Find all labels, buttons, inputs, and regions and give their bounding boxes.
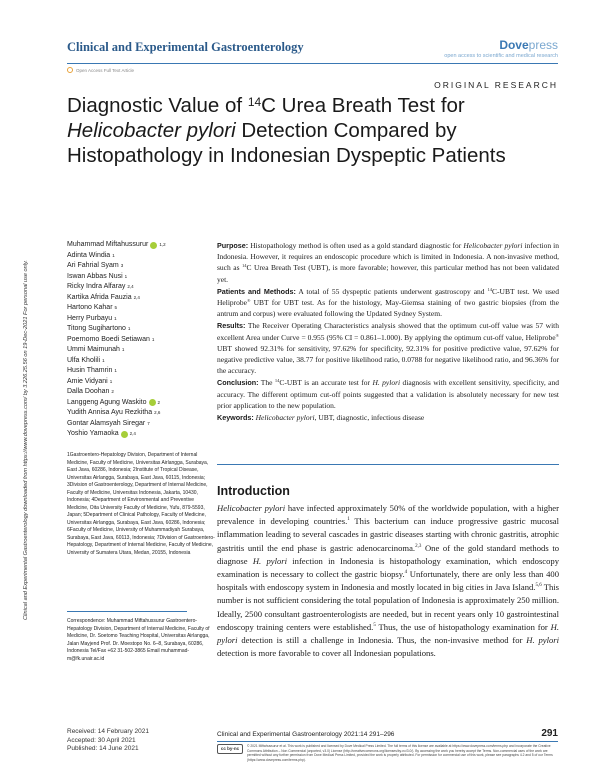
page-number: 291 [541,728,558,739]
author-item[interactable]: Yoshio Yamaoka 2,4 [67,429,207,440]
purpose-label: Purpose: [217,241,249,250]
author-name: Gontar Alamsyah Siregar [67,419,146,427]
title-organism: Helicobacter pylori [67,119,236,142]
author-list [67,240,207,440]
author-name: Muhammad Miftahussurur [67,241,149,248]
author-name: Langgeng Agung Waskito [67,398,147,406]
license-block [217,744,558,762]
author-item[interactable]: Husin Thamrin 1 [67,366,207,377]
author-name: Dalla Doohan [67,388,110,395]
author-item[interactable]: Gontar Alamsyah Siregar 7 [67,419,207,430]
correspondence-divider [67,611,187,612]
download-note [22,130,48,620]
affiliations: 1Gastroentero-Hepatology Division, Department of Internal Medicine, Faculty of Medicine, Universitas Airlangga, Surabaya, East Java, 60286, Indonesia; 2Institute of Tropical Disease, Universitas Airlangga, Surabaya, East Java, 60115, Indonesia; 3Division of Gastroenterology, Department of Internal Medicine, Faculty of Medicine, Universitas Indonesia, Jakarta, 10430, Indonesia; 4Department of Environmental and Preventive Medicine, Oita University Faculty of Medicine, Yufu, 879-5593, Japan; 5Department of Clinical Pathology, Faculty of Medicine, Universitas Airlangga, Surabaya, East Java, 60286, Indonesia; 6Faculty of Medicine, University of Muhammadiyah Surabaya, Surabaya, East Java, 60113, Indonesia; 7Division of Gastroentero-Hepatology, Department of Internal Medicine, Faculty of Medicine, University of Sumatera Utara, Medan, 20155, Indonesia [67,452,215,556]
abstract-methods [217,286,559,320]
article-title [67,93,547,168]
cc-license-icon[interactable]: cc by-nc [217,744,243,754]
author-name: Titong Sugihartono [67,325,126,332]
author-item[interactable]: Poernomo Boedi Setiawan 1 [67,335,207,346]
publisher-tagline: open access to scientific and medical research [444,53,558,59]
keywords-organism: Helicobacter pylori [253,413,315,423]
author-name: Amie Vidyani [67,377,108,385]
open-access-label: Open Access Full Text Article [76,67,134,73]
author-name: Ummi Maimunah [67,346,120,353]
intro-s4: Unfortunately, there are only less than 400 hospitals with endoscopy system in Indonesia and mostly located in big cities in Java Island. [217,569,560,593]
intro-organism-2: H. pylori [252,555,287,566]
intro-ref-2[interactable]: 2,3 [415,543,422,549]
author-name: Yoshio Yamaoka [67,430,119,437]
keywords-label: Keywords: [217,413,254,423]
intro-ref-3[interactable]: 4 [404,570,408,576]
intro-ref-4[interactable]: 5,6 [535,583,542,589]
author-name: Husin Thamrin [67,367,113,374]
methods-reg: ® [247,298,251,304]
footer-divider [217,741,558,742]
author-item[interactable]: Herry Purbayu 1 [67,314,207,325]
author-item[interactable]: Kartika Afrida Fauzia 2,4 [67,293,207,304]
author-item[interactable]: Amie Vidyani 1 [67,377,207,388]
orcid-icon[interactable] [121,431,128,438]
author-name: Yudith Annisa Ayu Rezkitha [67,409,153,416]
brand-name: Dove [499,38,529,52]
published-date: Published: 14 June 2021 [67,745,139,752]
license-text: © 2021 Miftahussurur et al. This work is published and licensed by Dove Medical Press Limited. The full terms of this license are available at https://www.dovepress.com/terms.php and incorporate the Creative Commons Attribution – Non Commercial (unported, v3.0) License (http://creativecommons.org/licenses/by-nc/3.0/). By accessing the work you hereby accept the Terms. Non-commercial uses of the work are permitted without any further permission from Dove Medical Press Limited, provided the work is properly attributed. For permission for commercial use of this work, please see paragraphs 4.2 and 5 of our Terms (https://www.dovepress.com/terms.php). [247,744,553,762]
title-part-1: Diagnostic Value of [67,94,248,117]
methods-text-a: A total of 55 dyspeptic patients underwent gastroscopy and [295,286,488,296]
article-dates [67,728,149,754]
author-item[interactable]: Iswan Abbas Nusi 1 [67,272,207,283]
abstract-divider [217,464,559,465]
methods-label: Patients and Methods: [217,286,296,296]
title-part-2: C Urea Breath Test for [261,94,465,117]
keywords-text: , UBT, diagnostic, infectious disease [314,413,425,423]
author-item[interactable]: Titong Sugihartono 1 [67,324,207,335]
intro-s3b: infection in Indonesia is histopathology examination, which endoscopy examination is necessary to collect the gastric biopsy. [217,555,559,580]
author-name: Ulfa Kholili [67,356,101,364]
purpose-text-b: infection in Indonesia. However, it requires an endoscopic procedure which is limited in Indonesia. A non-invasive method, such as [217,241,559,273]
author-item[interactable]: Ari Fahrial Syam 3 [67,261,207,272]
introduction-body [217,502,559,660]
introduction-heading: Introduction [217,484,290,498]
methods-text-b: C-UBT test. We used Heliprobe [217,286,559,308]
abstract-conclusion [217,377,559,411]
author-item[interactable]: Ummi Maimunah 1 [67,345,207,356]
purpose-sup: 14 [241,263,247,269]
open-access-badge [67,67,134,73]
author-name: Poernomo Boedi Setiawan [67,335,150,343]
author-item[interactable]: Muhammad Miftahussurur 1,2 [67,240,207,251]
conclusion-sup: 14 [274,378,280,384]
intro-organism: Helicobacter pylori [217,503,286,513]
title-part-3: Detection Compared by Histopathology in Indonesian Dyspeptic Patients [67,119,506,167]
author-name: Kartika Afrida Fauzia [67,293,132,301]
author-name: Herry Purbayu [67,314,113,322]
author-item[interactable]: Ulfa Kholili 1 [67,356,207,367]
methods-sup: 14 [487,286,493,292]
methods-text-c: UBT for UBT test. As for the histology, May-Giemsa staining of two gastric biopsies (from the antrum and corpus) were evaluated following the Updated Sydney System. [217,298,559,319]
open-access-icon [67,67,73,73]
abstract-keywords [217,412,559,423]
intro-ref-1[interactable]: 1 [347,517,350,523]
intro-ref-5[interactable]: 5 [373,622,376,628]
intro-organism-3: H. pylori [217,621,559,646]
conclusion-text-a: The [258,378,275,388]
author-name: Ari Fahrial Syam [67,262,119,269]
conclusion-label: Conclusion: [217,378,259,388]
intro-s1: have infected approximately 50% of the worldwide population, with a higher prevalence in developing countries. [217,503,559,527]
author-name: Iswan Abbas Nusi [67,272,123,280]
results-text-a: The Receiver Operating Characteristics analysis showed that the optimum cut-off value was 57 with excellent Area under Curve = 0.955 (95% CI = 0.861–1.000). By applying the optimum cut-off value, Heliprobe [217,321,559,342]
author-name: Ricky Indra Alfaray [67,283,126,290]
intro-organism-4: H. pylori [526,635,560,646]
abstract-results [217,320,559,376]
author-item[interactable]: Dalla Doohan 2 [67,387,207,398]
results-text-b: UBT showed 92.31% for sensitivity, 97.62% for specificity, 92.31% for positive predictive value, 97.62% for negative predictive value, 38.77 for positive likelihood ratio, 0.0788 for negative likelihood ratio, and 96.36% for the accuracy. [217,343,559,376]
conclusion-organism: H. pylori [372,378,401,388]
author-item[interactable]: Hartono Kahar 5 [67,303,207,314]
abstract-purpose [217,240,559,285]
author-item[interactable]: Yudith Annisa Ayu Rezkitha 2,6 [67,408,207,419]
purpose-text-a: Histopathology method is often used as a gold standard diagnostic for [248,241,464,250]
conclusion-text-c: diagnosis with excellent sensitivity, specificity, and accuracy. The different optimum cut-off points suggested that a validation is absolutely necessary for new test prior application to the new population. [217,378,559,410]
intro-s6c: detection is more favorable to cover all Indonesian populations. [217,648,436,659]
abstract [217,240,559,424]
conclusion-text-b: C-UBT is an accurate test for [279,378,373,388]
results-reg: ® [555,332,559,338]
author-item[interactable]: Adinta Windia 1 [67,251,207,262]
publisher-logo[interactable] [444,38,558,59]
orcid-icon[interactable] [150,242,157,249]
purpose-text-c: C Urea Breath Test (UBT), is more favorable; however, this particular method has not been validated yet. [217,263,559,284]
brand-suffix: press [528,38,558,52]
accepted-date: Accepted: 30 April 2021 [67,736,136,744]
received-date: Received: 14 February 2021 [67,728,150,735]
author-name: Adinta Windia [67,251,111,259]
footer-citation: Clinical and Experimental Gastroenterology 2021:14 291–296 [217,731,395,738]
author-item[interactable]: Langgeng Agung Waskito 2 [67,398,207,409]
intro-s3a: One of the gold standard methods to diagnose [217,542,560,566]
correspondence: Correspondence: Muhammad Miftahussurur Gastroentero-Hepatology Division, Department of Internal Medicine, Faculty of Medicine, Dr. Soetomo Teaching Hospital, Universitas Airlangga, Jalan Mayjend Prof. Dr. Moestopo No. 6–8, Surabaya, 60286, Indonesia Tel/Fax +62 31-502-3865 Email muhammad-m@fk.unair.ac.id [67,618,210,662]
download-note-text: Clinical and Experimental Gastroenterology downloaded from https://www.dovepress.com/ by 3.226.25.56 on 19-Dec-2021 For personal use only. [23,260,29,620]
results-label: Results: [217,321,246,331]
orcid-icon[interactable] [149,399,156,406]
header-divider [67,63,558,64]
intro-s6b: detection is still a challenge in Indonesia. Thus, the non-invasive method for [237,635,527,646]
title-superscript: 14 [247,95,262,109]
purpose-organism: Helicobacter pylori [463,241,523,250]
intro-s5: This number is not sufficient considering the total population of Indonesia is approximately 250 million. Ideally, 2500 consultant gastroenterologists are needed, but in recent years only 10 gastrointestinal endoscopy training centers were established. [217,582,559,632]
article-type: ORIGINAL RESEARCH [434,80,558,90]
intro-s2: This bacterium can induce progressive gastric mucosal inflammation leading to several cascades in gastric diseases starting with chronic gastritis, atrophic gastritis until the end phase is gastric adenocarcinoma. [217,516,559,553]
journal-title: Clinical and Experimental Gastroenterology [67,40,304,54]
author-name: Hartono Kahar [67,304,113,311]
author-item[interactable]: Ricky Indra Alfaray 2,4 [67,282,207,293]
intro-s6a: Thus, the use of histopathology examination for [375,621,551,632]
